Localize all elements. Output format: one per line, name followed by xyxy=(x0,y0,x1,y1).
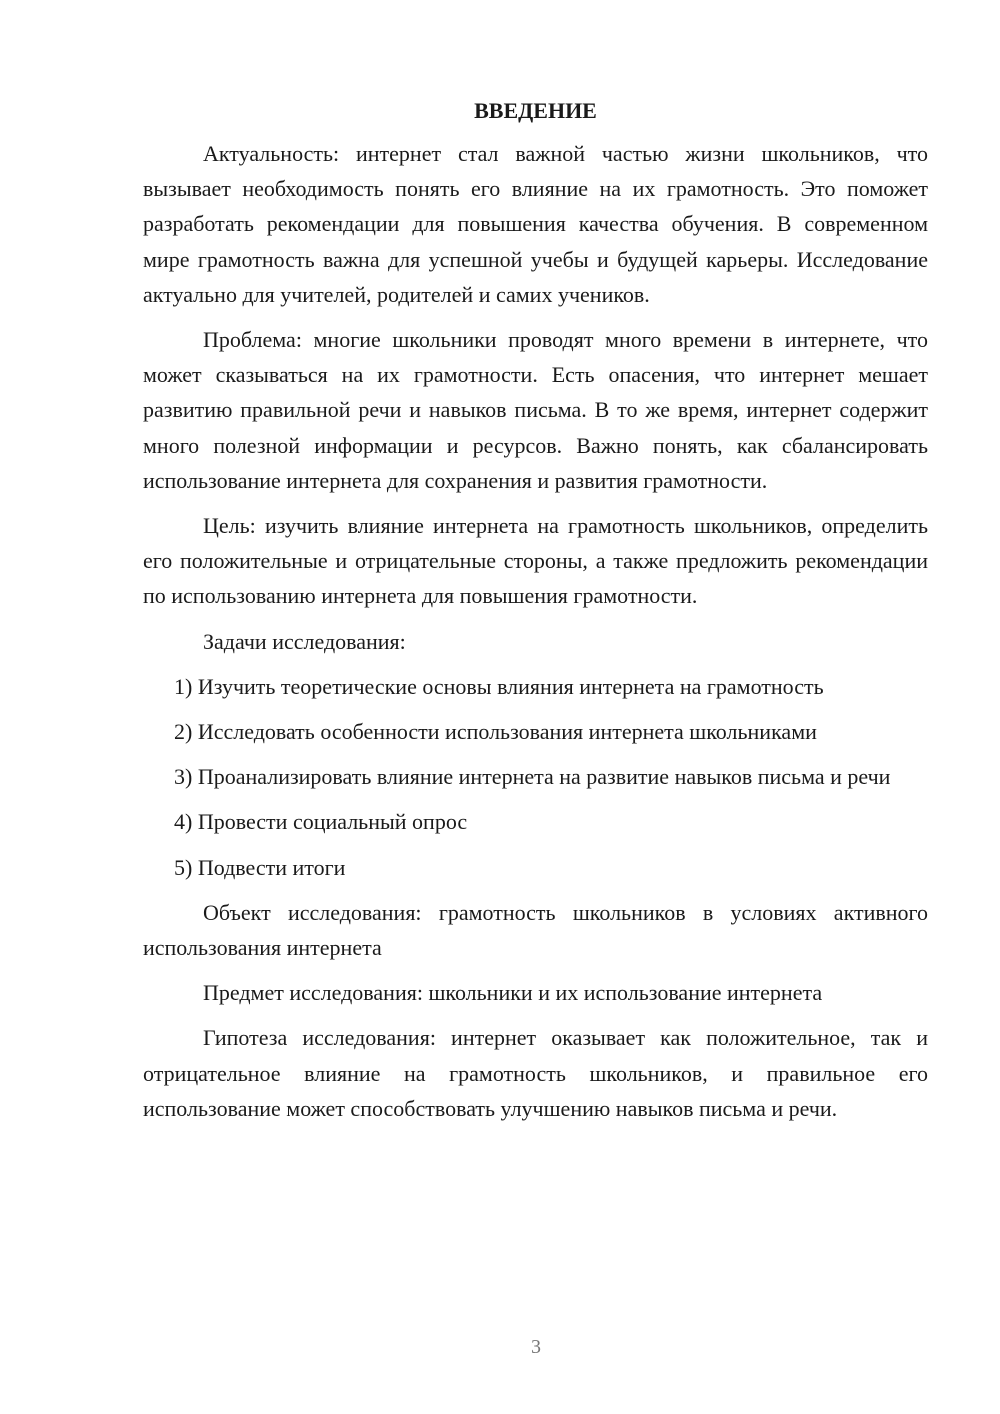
subject-paragraph: Предмет исследования: школьники и их использование интернета xyxy=(203,980,823,1006)
problem-paragraph: Проблема: многие школьники проводят много времени в интернете, что может сказываться на их грамотности. Есть опасения, что интернет мешает развитию правильной речи и навыков письма. В то же время, интернет содержит много полезной информации и ресурсов. Важно понять, как сбалансировать использование интернета для сохранения и развития грамотности. xyxy=(143,327,928,493)
task-item-1: 1) Изучить теоретические основы влияния интернета на грамотность xyxy=(174,673,824,699)
relevance-paragraph: Актуальность: интернет стал важной частью жизни школьников, что вызывает необходимость понять его влияние на их грамотность. Это поможет разработать рекомендации для повышения качества обучения. В современном мире грамотность важна для успешной учебы и будущей карьеры. Исследование актуально для учителей, родителей и самих учеников. xyxy=(143,141,928,307)
hypothesis-paragraph: Гипотеза исследования: интернет оказывает как положительное, так и отрицательное влияние на грамотность школьников, и правильное его использование может способствовать улучшению навыков письма и речи. xyxy=(143,1025,928,1121)
task-item-4: 4) Провести социальный опрос xyxy=(174,809,468,835)
task-item-2: 2) Исследовать особенности использования интернета школьниками xyxy=(174,719,817,745)
page-number: 3 xyxy=(531,1336,541,1358)
tasks-heading: Задачи исследования: xyxy=(203,628,406,654)
document-body xyxy=(143,96,928,1136)
goal-paragraph: Цель: изучить влияние интернета на грамотность школьников, определить его положительные и отрицательные стороны, а также предложить рекомендации по использованию интернета для повышения грамотности. xyxy=(143,513,928,609)
task-item-3: 3) Проанализировать влияние интернета на развитие навыков письма и речи xyxy=(174,764,891,790)
task-item-5: 5) Подвести итоги xyxy=(174,854,346,880)
section-heading: ВВЕДЕНИЕ xyxy=(474,98,597,123)
object-paragraph: Объект исследования: грамотность школьников в условиях активного использования интернета xyxy=(143,899,928,961)
